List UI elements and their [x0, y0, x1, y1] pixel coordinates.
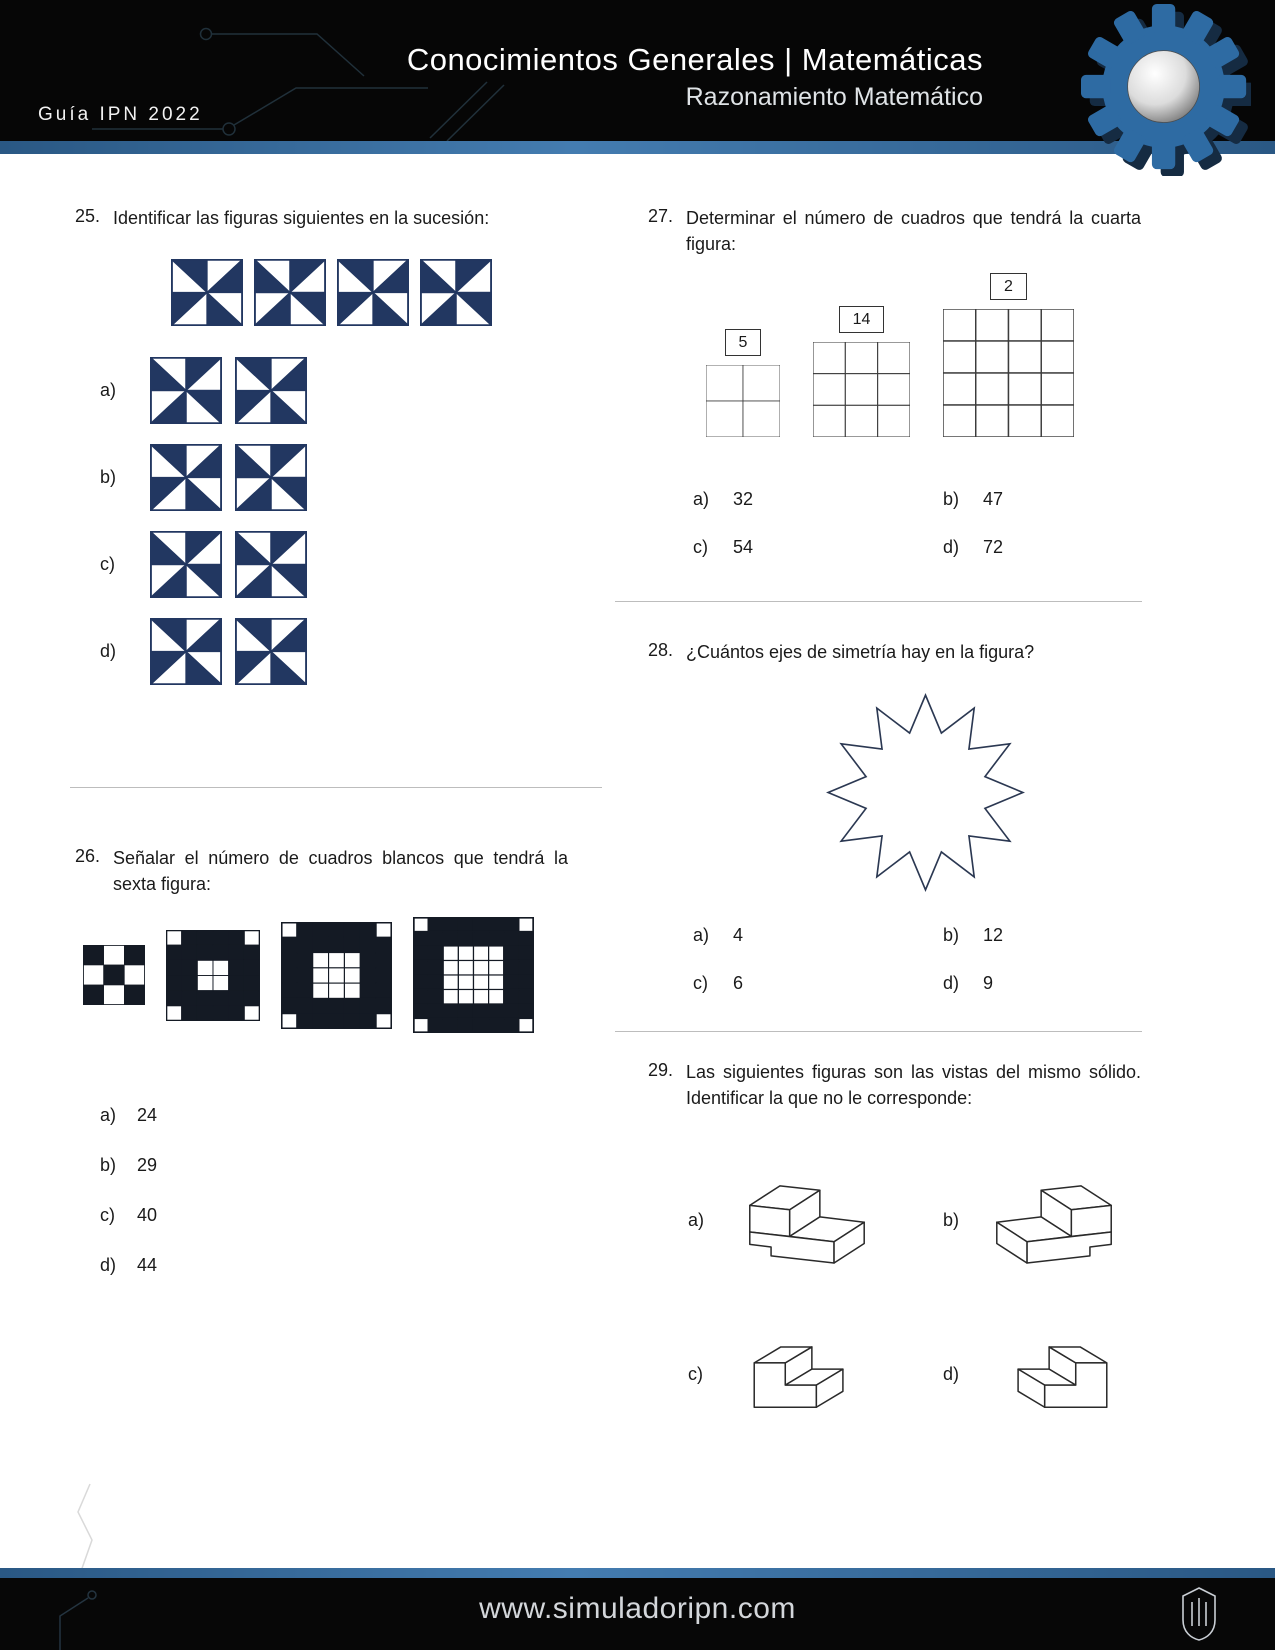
- option-value: 72: [983, 537, 1004, 558]
- labeled-grid-figure: [706, 329, 780, 437]
- guide-label: Guía IPN 2022: [38, 104, 203, 125]
- star-figure: [823, 690, 1028, 895]
- header-titles: [407, 42, 983, 112]
- pinwheel-figure: [150, 618, 222, 685]
- option-label: a): [100, 379, 117, 400]
- question-27-text: Determinar el número de cuadros que tendrá la cuarta figura:: [686, 208, 1141, 254]
- q26-option-b: [100, 1155, 605, 1176]
- question-26-head: [75, 846, 605, 897]
- solid-figure-c: [732, 1323, 874, 1425]
- q27-options: [693, 489, 1153, 558]
- option-label: b): [943, 1209, 960, 1230]
- grid-figure: [281, 922, 392, 1029]
- q25-options: [75, 357, 605, 685]
- question-29-number: 29.: [648, 1060, 674, 1080]
- footer: [0, 1578, 1275, 1650]
- option-label: c): [693, 972, 708, 993]
- divider: [615, 601, 1142, 602]
- option-value: 24: [137, 1105, 158, 1126]
- option-label: c): [100, 553, 115, 574]
- option-value: 54: [733, 537, 754, 558]
- option-value: 47: [983, 489, 1004, 510]
- question-26: [75, 846, 605, 1305]
- q28-option-a: [693, 925, 943, 946]
- circuit-decoration-icon: [72, 1482, 112, 1577]
- q26-option-c: [100, 1205, 605, 1226]
- question-28-number: 28.: [648, 640, 674, 660]
- ipn-logo: [1179, 1586, 1219, 1642]
- q28-option-d: [943, 973, 1193, 994]
- footer-url: www.simuladoripn.com: [479, 1592, 796, 1625]
- q28-option-c: [693, 973, 943, 994]
- page-title: Conocimientos Generales | Matemáticas: [406, 42, 983, 77]
- question-25: [75, 206, 605, 705]
- question-28-head: [648, 640, 1153, 666]
- q25-option-c: [100, 531, 605, 598]
- grid-figure: [813, 342, 910, 437]
- grid-figure: [166, 930, 260, 1021]
- question-28-text: ¿Cuántos ejes de simetría hay en la figura?: [686, 642, 1035, 662]
- q29-option-d: [903, 1323, 1158, 1425]
- q27-sequence-figures: [706, 273, 1153, 437]
- pinwheel-figure: [337, 259, 409, 326]
- q26-option-d: [100, 1255, 605, 1276]
- question-25-number: 25.: [75, 206, 101, 226]
- option-label: a): [693, 924, 710, 945]
- option-label: c): [693, 537, 708, 558]
- pinwheel-figure: [235, 618, 307, 685]
- labeled-grid-figure: [943, 273, 1074, 437]
- q29-options: [648, 1169, 1158, 1425]
- q29-option-b: [903, 1169, 1158, 1271]
- pinwheel-figure: [150, 444, 222, 511]
- q26-sequence-figures: [83, 917, 605, 1033]
- grid-figure: [413, 917, 534, 1033]
- divider: [70, 787, 602, 788]
- q25-option-d: [100, 618, 605, 685]
- q25-sequence-figures: [171, 259, 605, 326]
- q28-option-b: [943, 925, 1193, 946]
- q27-option-a: [693, 489, 943, 510]
- question-27-number: 27.: [648, 206, 674, 226]
- option-label: b): [100, 1155, 117, 1176]
- q27-option-d: [943, 537, 1193, 558]
- option-value: 44: [137, 1255, 158, 1276]
- option-value: 12: [983, 924, 1004, 945]
- option-label: d): [943, 537, 960, 558]
- option-value: 4: [733, 924, 744, 945]
- option-label: b): [943, 924, 960, 945]
- solid-figure-b: [987, 1169, 1129, 1271]
- divider: [615, 1031, 1142, 1032]
- q26-options: [100, 1105, 605, 1276]
- option-label: c): [688, 1363, 703, 1384]
- figure-count-label: 5: [725, 329, 762, 356]
- q26-option-a: [100, 1105, 605, 1126]
- option-value: 6: [733, 972, 744, 993]
- pinwheel-figure: [235, 357, 307, 424]
- q27-option-b: [943, 489, 1193, 510]
- question-29-head: [648, 1060, 1158, 1111]
- q25-option-a: [100, 357, 605, 424]
- option-label: d): [943, 972, 960, 993]
- pinwheel-figure: [235, 444, 307, 511]
- question-26-text: Señalar el número de cuadros blancos que tendrá la sexta figura:: [113, 848, 568, 894]
- option-label: d): [943, 1363, 960, 1384]
- footer-stripe: [0, 1568, 1275, 1578]
- q28-options: [693, 925, 1153, 994]
- option-label: a): [100, 1105, 117, 1126]
- option-value: 40: [137, 1205, 158, 1226]
- q29-option-a: [648, 1169, 903, 1271]
- option-label: a): [688, 1209, 705, 1230]
- option-label: b): [943, 489, 960, 510]
- question-29: [648, 1060, 1158, 1425]
- option-value: 29: [137, 1155, 158, 1176]
- q27-option-c: [693, 537, 943, 558]
- pinwheel-figure: [235, 531, 307, 598]
- option-value: 32: [733, 489, 754, 510]
- solid-figure-a: [732, 1169, 874, 1271]
- pinwheel-figure: [254, 259, 326, 326]
- figure-count-label: 14: [839, 306, 885, 333]
- option-value: 9: [983, 972, 994, 993]
- option-label: d): [100, 640, 117, 661]
- labeled-grid-figure: [813, 306, 910, 437]
- grid-figure: [83, 945, 145, 1005]
- grid-figure: [943, 309, 1074, 437]
- question-25-text: Identificar las figuras siguientes en la sucesión:: [113, 208, 490, 228]
- figure-count-label: 2: [990, 273, 1027, 300]
- q25-option-b: [100, 444, 605, 511]
- question-26-number: 26.: [75, 846, 101, 866]
- pinwheel-figure: [420, 259, 492, 326]
- question-27-head: [648, 206, 1153, 257]
- pinwheel-figure: [171, 259, 243, 326]
- option-label: a): [693, 489, 710, 510]
- question-27: [648, 206, 1153, 558]
- q29-option-c: [648, 1323, 903, 1425]
- question-25-head: [75, 206, 605, 232]
- option-label: b): [100, 466, 117, 487]
- page-subtitle: Razonamiento Matemático: [685, 83, 983, 111]
- solid-figure-d: [987, 1323, 1129, 1425]
- pinwheel-figure: [150, 531, 222, 598]
- option-label: d): [100, 1255, 117, 1276]
- question-28: [648, 640, 1153, 994]
- gear-logo-icon: [1081, 2, 1251, 176]
- pinwheel-figure: [150, 357, 222, 424]
- question-29-text: Las siguientes figuras son las vistas del mismo sólido. Identificar la que no le corresponde:: [686, 1062, 1141, 1108]
- option-label: c): [100, 1205, 115, 1226]
- grid-figure: [706, 365, 780, 437]
